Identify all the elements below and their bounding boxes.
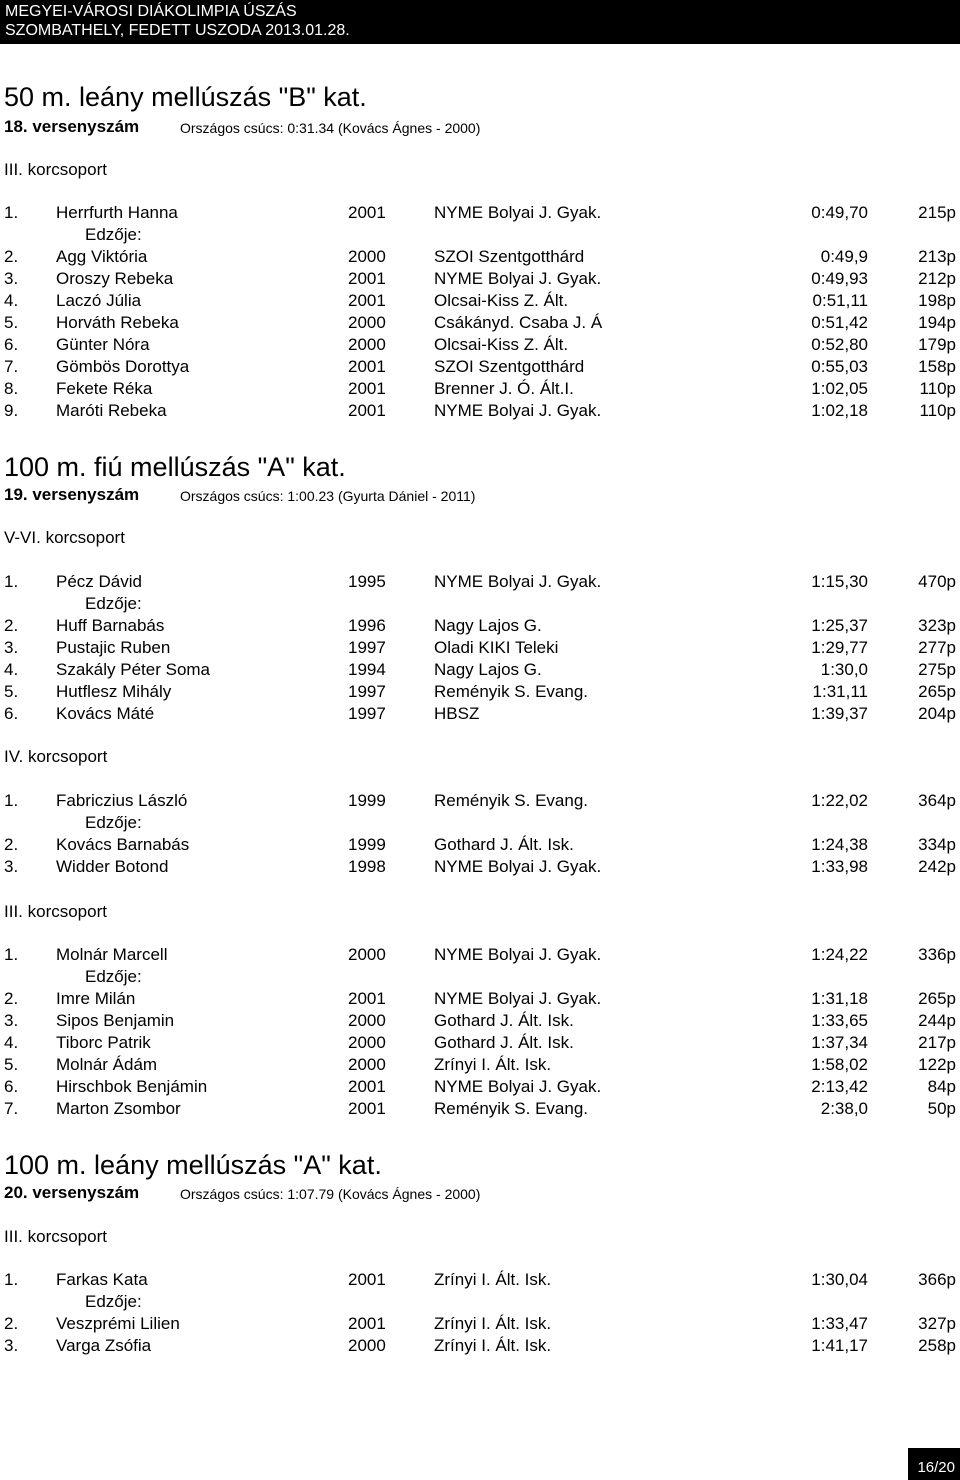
swimmer-name: Fabriczius László bbox=[56, 791, 188, 810]
time: 1:37,34 bbox=[811, 1033, 868, 1052]
time: 1:15,30 bbox=[811, 572, 868, 591]
club: Gothard J. Ált. Isk. bbox=[434, 1011, 574, 1030]
result-row bbox=[0, 1054, 960, 1076]
coach-label: Edzője: bbox=[85, 225, 142, 244]
swimmer-name: Huff Barnabás bbox=[56, 616, 165, 635]
place: 1. bbox=[4, 203, 19, 222]
points: 179p bbox=[918, 335, 956, 354]
swimmer-name: Imre Milán bbox=[56, 989, 136, 1008]
national-record: Országos csúcs: 1:00.23 (Gyurta Dániel - 2011) bbox=[180, 488, 476, 504]
place: 3. bbox=[4, 857, 19, 876]
club: Olcsai-Kiss Z. Ált. bbox=[434, 291, 569, 310]
result-row bbox=[0, 681, 960, 703]
birth-year: 1997 bbox=[348, 638, 386, 657]
time: 1:30,04 bbox=[811, 1270, 868, 1289]
club: Brenner J. Ó. Ált.I. bbox=[434, 379, 574, 398]
birth-year: 1998 bbox=[348, 857, 386, 876]
time: 0:51,42 bbox=[811, 313, 868, 332]
event-subtitle bbox=[4, 1183, 481, 1204]
result-row bbox=[0, 703, 960, 725]
points: 50p bbox=[927, 1099, 956, 1118]
event-title: 100 m. leány mellúszás "A" kat. bbox=[4, 1150, 382, 1180]
result-row bbox=[0, 1335, 960, 1357]
club: Olcsai-Kiss Z. Ált. bbox=[434, 335, 569, 354]
result-row bbox=[0, 290, 960, 312]
birth-year: 2000 bbox=[348, 945, 386, 964]
swimmer-name: Herrfurth Hanna bbox=[56, 203, 178, 222]
swimmer-name: Farkas Kata bbox=[56, 1270, 148, 1289]
club: NYME Bolyai J. Gyak. bbox=[434, 401, 602, 420]
event-title: 50 m. leány mellúszás "B" kat. bbox=[4, 82, 367, 112]
header-venue-date: SZOMBATHELY, FEDETT USZODA 2013.01.28. bbox=[5, 22, 350, 39]
place: 1. bbox=[4, 1270, 19, 1289]
place: 3. bbox=[4, 269, 19, 288]
points: 323p bbox=[918, 616, 956, 635]
result-row bbox=[0, 1032, 960, 1054]
club: SZOI Szentgotthárd bbox=[434, 247, 585, 266]
club: Gothard J. Ált. Isk. bbox=[434, 1033, 574, 1052]
result-row bbox=[0, 1098, 960, 1120]
swimmer-name: Molnár Marcell bbox=[56, 945, 168, 964]
time: 1:24,22 bbox=[811, 945, 868, 964]
points: 194p bbox=[918, 313, 956, 332]
place: 1. bbox=[4, 572, 19, 591]
place: 2. bbox=[4, 1314, 19, 1333]
points: 204p bbox=[918, 704, 956, 723]
points: 158p bbox=[918, 357, 956, 376]
swimmer-name: Pécz Dávid bbox=[56, 572, 142, 591]
time: 0:49,9 bbox=[820, 247, 868, 266]
swimmer-name: Hirschbok Benjámin bbox=[56, 1077, 208, 1096]
place: 8. bbox=[4, 379, 19, 398]
event-number: 18. versenyszám bbox=[4, 117, 140, 136]
age-group-heading: III. korcsoport bbox=[4, 902, 107, 921]
national-record: Országos csúcs: 0:31.34 (Kovács Ágnes - 2000) bbox=[180, 120, 481, 136]
coach-label: Edzője: bbox=[85, 813, 142, 832]
swimmer-name: Pustajic Ruben bbox=[56, 638, 171, 657]
result-row bbox=[0, 637, 960, 659]
age-group-heading: III. korcsoport bbox=[4, 1227, 107, 1246]
time: 0:49,93 bbox=[811, 269, 868, 288]
time: 0:55,03 bbox=[811, 357, 868, 376]
event-title: 100 m. fiú mellúszás "A" kat. bbox=[4, 452, 346, 482]
birth-year: 2000 bbox=[348, 335, 386, 354]
birth-year: 1994 bbox=[348, 660, 386, 679]
result-row bbox=[0, 400, 960, 422]
points: 470p bbox=[918, 572, 956, 591]
points: 213p bbox=[918, 247, 956, 266]
birth-year: 1995 bbox=[348, 572, 386, 591]
place: 2. bbox=[4, 835, 19, 854]
club: Reményik S. Evang. bbox=[434, 1099, 589, 1118]
club: NYME Bolyai J. Gyak. bbox=[434, 857, 602, 876]
time: 1:02,05 bbox=[811, 379, 868, 398]
swimmer-name: Oroszy Rebeka bbox=[56, 269, 174, 288]
birth-year: 2001 bbox=[348, 357, 386, 376]
points: 275p bbox=[918, 660, 956, 679]
time: 1:31,11 bbox=[812, 682, 868, 701]
club: Reményik S. Evang. bbox=[434, 791, 589, 810]
swimmer-name: Szakály Péter Soma bbox=[56, 660, 211, 679]
birth-year: 2001 bbox=[348, 1099, 386, 1118]
national-record: Országos csúcs: 1:07.79 (Kovács Ágnes - 2000) bbox=[180, 1186, 481, 1202]
place: 7. bbox=[4, 1099, 19, 1118]
points: 277p bbox=[918, 638, 956, 657]
points: 364p bbox=[918, 791, 956, 810]
result-row bbox=[0, 202, 960, 224]
birth-year: 2001 bbox=[348, 1314, 386, 1333]
time: 1:02,18 bbox=[811, 401, 868, 420]
club: NYME Bolyai J. Gyak. bbox=[434, 989, 602, 1008]
points: 198p bbox=[918, 291, 956, 310]
birth-year: 2001 bbox=[348, 203, 386, 222]
time: 1:29,77 bbox=[811, 638, 868, 657]
event-number: 19. versenyszám bbox=[4, 485, 140, 504]
birth-year: 2001 bbox=[348, 1077, 386, 1096]
time: 0:49,70 bbox=[811, 203, 868, 222]
swimmer-name: Günter Nóra bbox=[56, 335, 150, 354]
page-number-badge bbox=[908, 1448, 960, 1480]
points: 336p bbox=[918, 945, 956, 964]
swimmer-name: Marton Zsombor bbox=[56, 1099, 181, 1118]
header-title: MEGYEI-VÁROSI DIÁKOLIMPIA ÚSZÁS bbox=[5, 3, 297, 20]
swimmer-name: Varga Zsófia bbox=[56, 1336, 152, 1355]
coach-label: Edzője: bbox=[85, 1292, 142, 1311]
birth-year: 1999 bbox=[348, 791, 386, 810]
birth-year: 2001 bbox=[348, 379, 386, 398]
result-row bbox=[0, 1076, 960, 1098]
club: Nagy Lajos G. bbox=[434, 660, 542, 679]
result-row bbox=[0, 356, 960, 378]
time: 2:38,0 bbox=[820, 1099, 868, 1118]
points: 84p bbox=[927, 1077, 956, 1096]
club: Zrínyi I. Ált. Isk. bbox=[434, 1314, 552, 1333]
swimmer-name: Sipos Benjamin bbox=[56, 1011, 175, 1030]
birth-year: 2001 bbox=[348, 1270, 386, 1289]
swimmer-name: Fekete Réka bbox=[56, 379, 153, 398]
place: 3. bbox=[4, 1336, 19, 1355]
points: 217p bbox=[918, 1033, 956, 1052]
time: 2:13,42 bbox=[811, 1077, 868, 1096]
points: 110p bbox=[919, 401, 956, 420]
club: SZOI Szentgotthárd bbox=[434, 357, 585, 376]
place: 2. bbox=[4, 989, 19, 1008]
club: NYME Bolyai J. Gyak. bbox=[434, 1077, 602, 1096]
event-number: 20. versenyszám bbox=[4, 1183, 140, 1202]
time: 1:33,98 bbox=[811, 857, 868, 876]
time: 0:51,11 bbox=[812, 291, 868, 310]
points: 212p bbox=[918, 269, 956, 288]
birth-year: 2000 bbox=[348, 313, 386, 332]
club: Oladi KIKI Teleki bbox=[434, 638, 559, 657]
club: NYME Bolyai J. Gyak. bbox=[434, 269, 602, 288]
place: 1. bbox=[4, 791, 19, 810]
swimmer-name: Hutflesz Mihály bbox=[56, 682, 172, 701]
place: 4. bbox=[4, 660, 19, 679]
place: 6. bbox=[4, 335, 19, 354]
place: 2. bbox=[4, 247, 19, 266]
result-row bbox=[0, 1313, 960, 1335]
points: 122p bbox=[918, 1055, 956, 1074]
club: Gothard J. Ált. Isk. bbox=[434, 835, 574, 854]
birth-year: 2001 bbox=[348, 291, 386, 310]
age-group-heading: V-VI. korcsoport bbox=[4, 528, 125, 547]
result-row bbox=[0, 571, 960, 593]
birth-year: 1996 bbox=[348, 616, 386, 635]
result-row bbox=[0, 615, 960, 637]
place: 1. bbox=[4, 945, 19, 964]
points: 110p bbox=[919, 379, 956, 398]
result-row bbox=[0, 790, 960, 812]
place: 5. bbox=[4, 1055, 19, 1074]
birth-year: 1999 bbox=[348, 835, 386, 854]
points: 244p bbox=[918, 1011, 956, 1030]
birth-year: 2001 bbox=[348, 989, 386, 1008]
birth-year: 2000 bbox=[348, 1033, 386, 1052]
place: 3. bbox=[4, 1011, 19, 1030]
birth-year: 2000 bbox=[348, 1011, 386, 1030]
result-row bbox=[0, 944, 960, 966]
swimmer-name: Kovács Barnabás bbox=[56, 835, 190, 854]
birth-year: 2001 bbox=[348, 401, 386, 420]
place: 6. bbox=[4, 704, 19, 723]
place: 2. bbox=[4, 616, 19, 635]
club: Nagy Lajos G. bbox=[434, 616, 542, 635]
result-row bbox=[0, 834, 960, 856]
coach-label: Edzője: bbox=[85, 594, 142, 613]
birth-year: 2001 bbox=[348, 269, 386, 288]
swimmer-name: Veszprémi Lilien bbox=[56, 1314, 180, 1333]
swimmer-name: Widder Botond bbox=[56, 857, 169, 876]
birth-year: 2000 bbox=[348, 1336, 386, 1355]
club: NYME Bolyai J. Gyak. bbox=[434, 945, 602, 964]
time: 1:58,02 bbox=[811, 1055, 868, 1074]
time: 0:52,80 bbox=[811, 335, 868, 354]
time: 1:25,37 bbox=[811, 616, 868, 635]
result-row bbox=[0, 312, 960, 334]
birth-year: 2000 bbox=[348, 247, 386, 266]
swimmer-name: Tiborc Patrik bbox=[56, 1033, 151, 1052]
place: 4. bbox=[4, 291, 19, 310]
place: 3. bbox=[4, 638, 19, 657]
result-row bbox=[0, 268, 960, 290]
result-row bbox=[0, 246, 960, 268]
swimmer-name: Gömbös Dorottya bbox=[56, 357, 190, 376]
swimmer-name: Maróti Rebeka bbox=[56, 401, 167, 420]
place: 5. bbox=[4, 682, 19, 701]
points: 242p bbox=[918, 857, 956, 876]
result-row bbox=[0, 1269, 960, 1291]
swimmer-name: Horváth Rebeka bbox=[56, 313, 179, 332]
result-row bbox=[0, 988, 960, 1010]
time: 1:33,47 bbox=[811, 1314, 868, 1333]
time: 1:30,0 bbox=[820, 660, 868, 679]
club: HBSZ bbox=[434, 704, 480, 723]
result-row bbox=[0, 378, 960, 400]
swimmer-name: Kovács Máté bbox=[56, 704, 155, 723]
time: 1:41,17 bbox=[811, 1336, 868, 1355]
birth-year: 2000 bbox=[348, 1055, 386, 1074]
document-header bbox=[0, 0, 960, 44]
club: Reményik S. Evang. bbox=[434, 682, 589, 701]
swimmer-name: Molnár Ádám bbox=[56, 1055, 158, 1074]
event-subtitle bbox=[4, 117, 481, 138]
coach-label: Edzője: bbox=[85, 967, 142, 986]
points: 327p bbox=[918, 1314, 956, 1333]
points: 265p bbox=[918, 682, 956, 701]
result-row bbox=[0, 334, 960, 356]
place: 4. bbox=[4, 1033, 19, 1052]
event-subtitle bbox=[4, 485, 476, 506]
club: Zrínyi I. Ált. Isk. bbox=[434, 1055, 552, 1074]
points: 258p bbox=[918, 1336, 956, 1355]
age-group-heading: IV. korcsoport bbox=[4, 747, 108, 766]
birth-year: 1997 bbox=[348, 682, 386, 701]
time: 1:33,65 bbox=[811, 1011, 868, 1030]
club: NYME Bolyai J. Gyak. bbox=[434, 572, 602, 591]
time: 1:22,02 bbox=[811, 791, 868, 810]
place: 5. bbox=[4, 313, 19, 332]
place: 7. bbox=[4, 357, 19, 376]
swimmer-name: Laczó Júlia bbox=[56, 291, 142, 310]
club: Zrínyi I. Ált. Isk. bbox=[434, 1270, 552, 1289]
points: 366p bbox=[918, 1270, 956, 1289]
birth-year: 1997 bbox=[348, 704, 386, 723]
points: 265p bbox=[918, 989, 956, 1008]
result-row bbox=[0, 659, 960, 681]
time: 1:39,37 bbox=[811, 704, 868, 723]
points: 334p bbox=[918, 835, 956, 854]
result-row bbox=[0, 856, 960, 878]
age-group-heading: III. korcsoport bbox=[4, 160, 107, 179]
club: Csákányd. Csaba J. Á bbox=[434, 313, 603, 332]
page-number: 16/20 bbox=[917, 1459, 955, 1476]
club: Zrínyi I. Ált. Isk. bbox=[434, 1336, 552, 1355]
time: 1:24,38 bbox=[811, 835, 868, 854]
place: 6. bbox=[4, 1077, 19, 1096]
swimmer-name: Agg Viktória bbox=[56, 247, 148, 266]
points: 215p bbox=[918, 203, 956, 222]
result-row bbox=[0, 1010, 960, 1032]
club: NYME Bolyai J. Gyak. bbox=[434, 203, 602, 222]
time: 1:31,18 bbox=[811, 989, 868, 1008]
place: 9. bbox=[4, 401, 19, 420]
